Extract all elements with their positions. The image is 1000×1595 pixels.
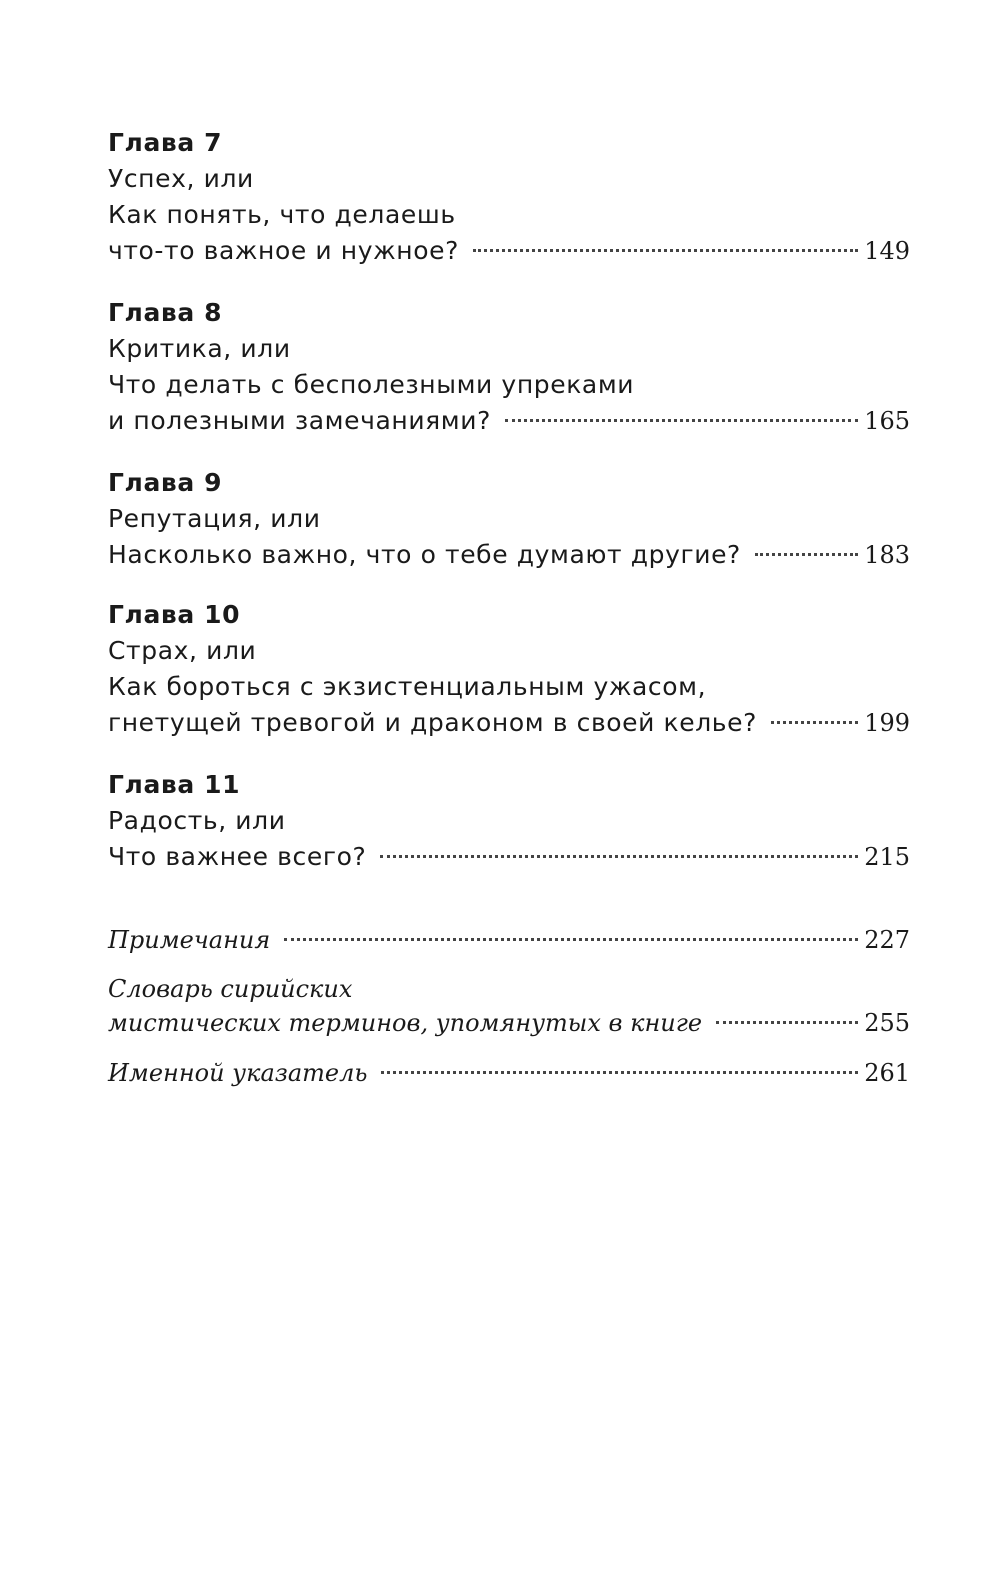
chapter-title-line: Радость, или [108,806,286,835]
toc-leader-row [108,839,910,875]
section-title: Именной указатель [108,1059,368,1087]
page-number: 199 [864,709,910,737]
chapter-title-line: Что делать с бесполезными упреками [108,370,635,399]
toc-entry-name-index [108,1055,910,1091]
page-number: 227 [864,926,910,954]
chapter-heading: Глава 7 [108,128,223,157]
section-title: Примечания [108,926,271,954]
page-number: 149 [864,237,910,265]
dot-leader [380,855,858,858]
toc-leader-row [108,1055,910,1091]
dot-leader [716,1021,858,1024]
chapter-heading: Глава 8 [108,298,223,327]
toc-entry-chapter-8 [108,295,910,439]
toc-leader-row [108,1006,910,1040]
chapter-title-line: гнетущей тревогой и драконом в своей келье? [108,708,757,737]
toc-entry-notes [108,922,910,958]
toc-leader-row [108,922,910,958]
chapter-title-line: Репутация, или [108,504,321,533]
chapter-title-line: Как понять, что делаешь [108,200,456,229]
toc-leader-row [108,403,910,439]
toc-entry-glossary [108,972,910,1040]
chapter-title-line: Насколько важно, что о тебе думают другие? [108,540,741,569]
section-title-line: Словарь сирийских [108,975,353,1003]
chapter-heading: Глава 9 [108,468,223,497]
toc-entry-chapter-7 [108,125,910,269]
page-number: 261 [864,1059,910,1087]
page-number: 165 [864,407,910,435]
dot-leader [505,419,858,422]
toc-leader-row [108,705,910,741]
chapter-heading: Глава 11 [108,770,241,799]
dot-leader [284,938,858,941]
dot-leader [755,553,858,556]
toc-leader-row [108,537,910,573]
section-title-row [108,972,910,1006]
dot-leader [381,1071,858,1074]
chapter-title-line: Страх, или [108,636,257,665]
chapter-title-line: Успех, или [108,164,254,193]
dot-leader [473,249,858,252]
toc-entry-chapter-11 [108,767,910,875]
toc-leader-row [108,233,910,269]
page-number: 255 [864,1009,910,1037]
chapter-title-line: Критика, или [108,334,291,363]
dot-leader [771,721,858,724]
chapter-heading: Глава 10 [108,600,241,629]
section-title-line: мистических терминов, упомянутых в книге [108,1009,703,1037]
toc-entry-chapter-10 [108,597,910,741]
chapter-title-line: Как бороться с экзистенциальным ужасом, [108,672,707,701]
chapter-title-line: Что важнее всего? [108,842,367,871]
page-number: 183 [864,541,910,569]
chapter-title-line: и полезными замечаниями? [108,406,491,435]
page-number: 215 [864,843,910,871]
toc-entry-chapter-9 [108,465,910,573]
chapter-title-line: что-то важное и нужное? [108,236,459,265]
